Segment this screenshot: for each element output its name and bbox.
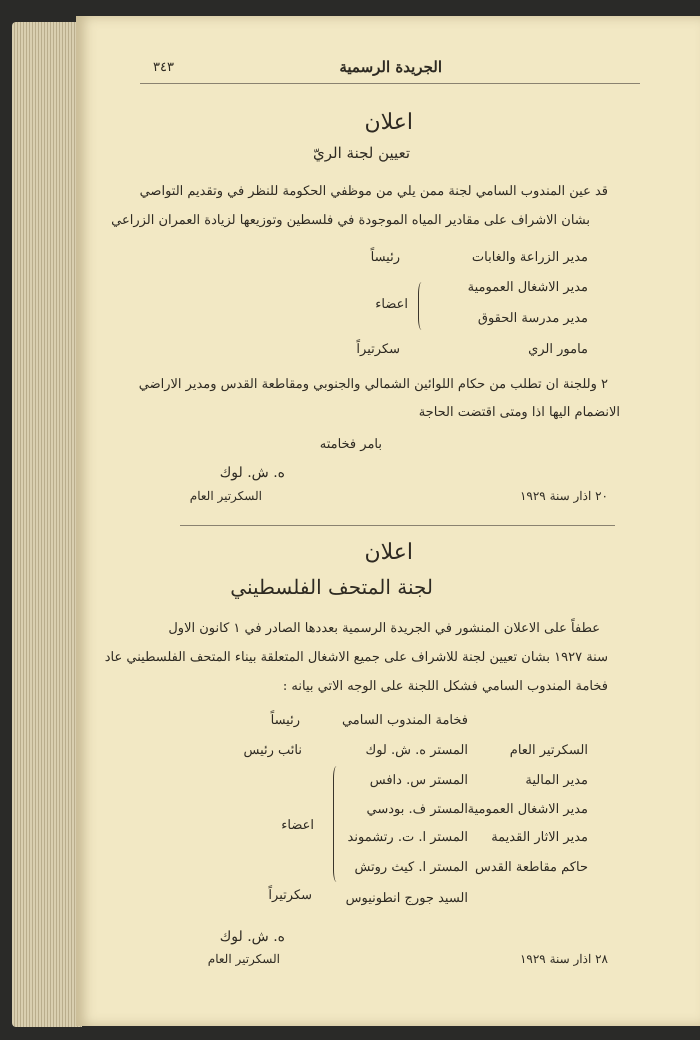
member-role: سكرتيراً bbox=[268, 888, 312, 903]
signature: ه. ش. لوك bbox=[219, 465, 285, 481]
member-office: مدير الاشغال العمومية bbox=[467, 280, 588, 295]
role-secretary: سكرتيراً bbox=[356, 342, 400, 357]
book-page-edges bbox=[12, 22, 82, 1027]
notice2-date: ٢٨ اذار سنة ١٩٢٩ bbox=[519, 952, 608, 966]
notice2-heading: اعلان bbox=[364, 540, 413, 565]
notice2-para-line: سنة ١٩٢٧ بشان تعيين لجنة للاشراف على جميع الاشغال المتعلقة بيناء المتحف الفلسطيني عاد bbox=[104, 650, 608, 665]
notice1-para-line: قد عين المندوب السامي لجنة ممن يلي من موظفي الحكومة للنظر في وتقديم التواصي bbox=[139, 184, 608, 199]
member-name: المستر س. دافس bbox=[369, 773, 468, 788]
member-office: مدير الاثار القديمة bbox=[491, 830, 588, 845]
notice1-para-line: بشان الاشراف على مقادير المياه الموجودة في فلسطين وتوزيعها لزيادة العمران الزراعي bbox=[111, 213, 590, 228]
member-role: نائب رئيس bbox=[243, 743, 302, 758]
member-role: رئيساً bbox=[270, 713, 300, 728]
member-office: مامور الري bbox=[528, 342, 588, 357]
member-name: المستر ا. كيث روتش bbox=[354, 860, 468, 875]
notice2-para-line: فخامة المندوب السامي فشكل اللجنة على الوجه الاتي بيانه : bbox=[282, 679, 608, 694]
brace bbox=[418, 282, 425, 330]
notice2-subtitle: لجنة المتحف الفلسطيني bbox=[230, 575, 433, 599]
notice2-para-line: عطفاً على الاعلان المنشور في الجريدة الرسمية بعددها الصادر في ١ كانون الاول bbox=[168, 621, 600, 636]
notice1-heading: اعلان bbox=[364, 110, 413, 135]
role-members: اعضاء bbox=[281, 818, 314, 833]
member-name: المستر ه. ش. لوك bbox=[365, 743, 468, 758]
member-office: السكرتير العام bbox=[509, 743, 588, 758]
signature-title: السكرتير العام bbox=[189, 489, 262, 503]
brace bbox=[333, 766, 340, 882]
header-rule bbox=[140, 83, 640, 84]
member-office: مدير الزراعة والغابات bbox=[471, 250, 588, 265]
notice1-item2-line: ٢ وللجنة ان تطلب من حكام اللوائين الشمالي والجنوبي ومقاطعة القدس ومدير الاراضي bbox=[138, 377, 608, 392]
member-name: المستر ف. بودسي bbox=[366, 802, 468, 817]
page-number: ٣٤٣ bbox=[153, 60, 174, 75]
by-order: بامر فخامته bbox=[319, 437, 382, 452]
notice1-subtitle: تعيين لجنة الريّ bbox=[313, 144, 410, 162]
signature-title: السكرتير العام bbox=[207, 952, 280, 966]
member-office: مدير مدرسة الحقوق bbox=[477, 311, 588, 326]
role-chair: رئيساً bbox=[370, 250, 400, 265]
member-name: المستر ا. ت. رتشموند bbox=[347, 830, 468, 845]
member-name: فخامة المندوب السامي bbox=[341, 713, 468, 728]
notice1-item2-line: الانضمام اليها اذا ومتى اقتضت الحاجة bbox=[418, 405, 620, 420]
notice1-date: ٢٠ اذار سنة ١٩٢٩ bbox=[519, 489, 608, 503]
page-header-title: الجريدة الرسمية bbox=[339, 58, 442, 76]
role-members: اعضاء bbox=[375, 297, 408, 312]
member-office: حاكم مقاطعة القدس bbox=[474, 860, 588, 875]
section-divider bbox=[180, 525, 615, 526]
signature: ه. ش. لوك bbox=[219, 929, 285, 945]
member-office: مدير المالية bbox=[525, 773, 588, 788]
member-name: السيد جورج انطونيوس bbox=[345, 891, 468, 906]
member-office: مدير الاشغال العمومية bbox=[467, 802, 588, 817]
